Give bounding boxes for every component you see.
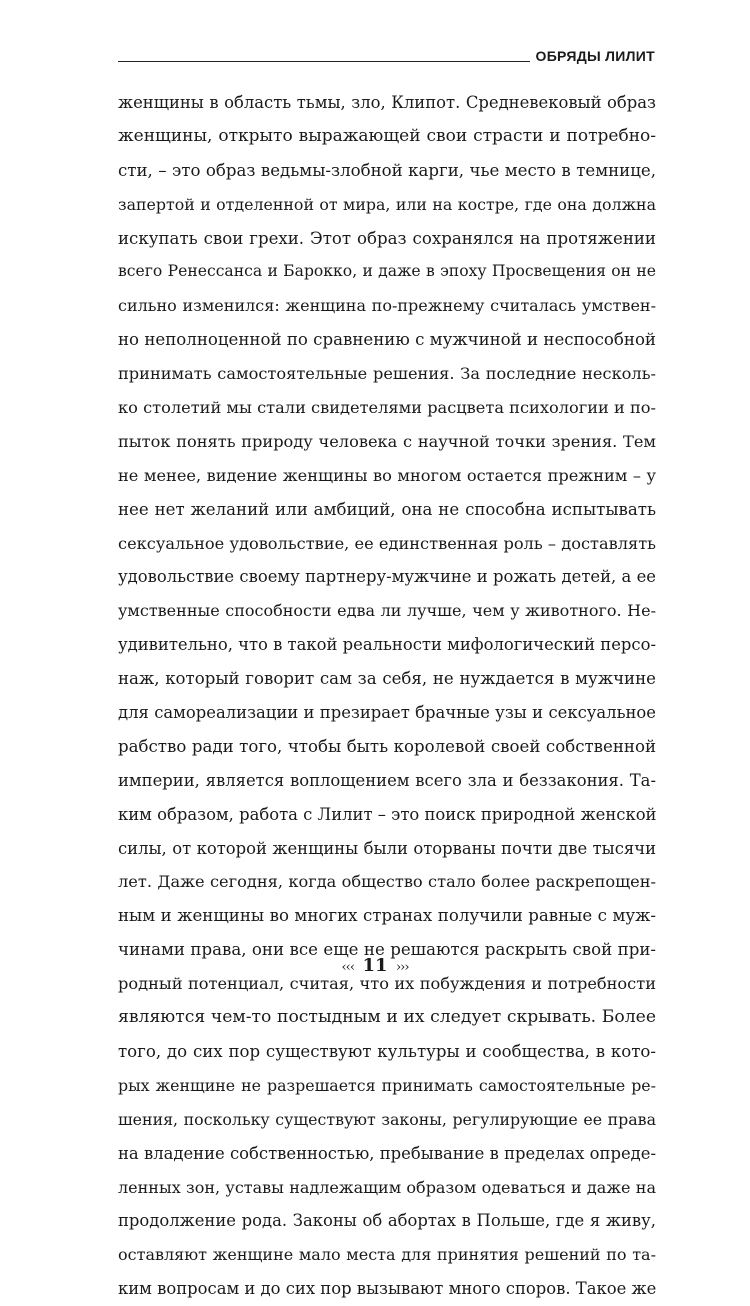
text-line: нее нет желаний или амбиций, она не способна испытывать bbox=[118, 499, 656, 519]
text-line: рых женщине не разрешается принимать самостоятельные ре- bbox=[118, 1075, 656, 1095]
text-line: удовольствие своему партнеру-мужчине и рожать детей, а ее bbox=[118, 567, 656, 587]
text-line: империи, является воплощением всего зла и беззакония. Та- bbox=[118, 770, 656, 790]
text-line: удивительно, что в такой реальности мифологический персо- bbox=[118, 635, 656, 655]
text-line: сексуальное удовольствие, ее единственная роль – доставлять bbox=[118, 533, 656, 553]
text-line: шения, поскольку существуют законы, регулирующие ее права bbox=[118, 1109, 656, 1129]
text-line: того, до сих пор существуют культуры и сообщества, в кото- bbox=[118, 1041, 656, 1061]
header-rule bbox=[118, 61, 530, 62]
text-line: оставляют женщине мало места для принятия решений по та- bbox=[118, 1245, 656, 1265]
text-line: для самореализации и презирает брачные узы и сексуальное bbox=[118, 703, 656, 723]
text-line: пыток понять природу человека с научной точки зрения. Тем bbox=[118, 431, 656, 451]
text-line: принимать самостоятельные решения. За последние несколь- bbox=[118, 364, 656, 384]
page-footer bbox=[0, 955, 750, 976]
text-line: ким вопросам и до сих пор вызывают много споров. Такое же bbox=[118, 1279, 657, 1299]
text-line: ко столетий мы стали свидетелями расцвета психологии и по- bbox=[118, 398, 656, 418]
text-line: лет. Даже сегодня, когда общество стало более раскрепощен- bbox=[118, 872, 656, 892]
text-line: всего Ренессанса и Барокко, и даже в эпоху Просвещения он не bbox=[118, 262, 656, 281]
right-ornament: ››› bbox=[395, 960, 409, 975]
text-line: ным и женщины во многих странах получили равные с муж- bbox=[118, 906, 656, 926]
running-title: ОБРЯДЫ ЛИЛИТ bbox=[535, 48, 655, 64]
text-line: сильно изменился: женщина по-прежнему считалась умствен- bbox=[118, 296, 656, 316]
page-number: 11 bbox=[362, 955, 388, 976]
text-line: ким образом, работа с Лилит – это поиск природной женской bbox=[118, 804, 657, 824]
text-line: запертой и отделенной от мира, или на костре, где она должна bbox=[118, 194, 656, 214]
text-line: женщины в область тьмы, зло, Клипот. Средневековый образ bbox=[118, 93, 656, 112]
left-ornament: ‹‹‹ bbox=[341, 960, 355, 975]
text-line: являются чем-то постыдным и их следует скрывать. Более bbox=[118, 1007, 656, 1028]
text-line: силы, от которой женщины были оторваны почти две тысячи bbox=[118, 838, 656, 858]
text-line: не менее, видение женщины во многом остается прежним – у bbox=[118, 465, 656, 485]
text-line: сти, – это образ ведьмы-злобной карги, чье место в темнице, bbox=[118, 160, 656, 180]
text-line: родный потенциал, считая, что их побуждения и потребности bbox=[118, 974, 656, 994]
text-line: продолжение рода. Законы об абортах в Польше, где я живу, bbox=[118, 1211, 656, 1231]
text-line: но неполноценной по сравнению с мужчиной и неспособной bbox=[118, 330, 656, 350]
text-line: ленных зон, уставы надлежащим образом одеваться и даже на bbox=[118, 1177, 656, 1197]
text-line: чинами права, они все еще не решаются раскрыть свой при- bbox=[118, 940, 656, 960]
text-line: рабство ради того, чтобы быть королевой своей собственной bbox=[118, 736, 656, 756]
text-line: искупать свои грехи. Этот образ сохранялся на протяжении bbox=[118, 228, 656, 248]
text-line: наж, который говорит сам за себя, не нуждается в мужчине bbox=[118, 669, 656, 689]
text-line: женщины, открыто выражающей свои страсти и потребно- bbox=[118, 125, 656, 146]
text-line: на владение собственностью, пребывание в пределах опреде- bbox=[118, 1143, 656, 1163]
text-line: умственные способности едва ли лучше, чем у животного. Не- bbox=[118, 601, 656, 621]
body-text bbox=[118, 86, 656, 1306]
